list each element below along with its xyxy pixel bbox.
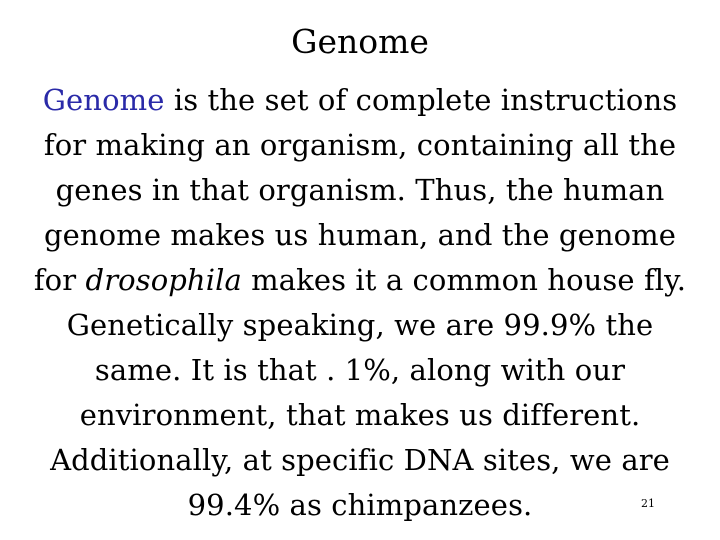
body-line-10: 99.4% as chimpanzees. — [187, 488, 533, 522]
body-text: for — [33, 263, 86, 297]
body-line-4: genome makes us human, and the genome — [43, 218, 677, 252]
highlighted-term: Genome — [42, 83, 165, 117]
slide-body — [4, 78, 716, 528]
slide-number: 21 — [641, 497, 655, 510]
body-text: makes it a common house fly. — [241, 263, 687, 297]
body-line-1 — [4, 78, 716, 123]
body-text: is the set of complete instructions — [164, 83, 678, 117]
species-name: drosophila — [85, 263, 242, 297]
body-line-7: same. It is that . 1%, along with our — [94, 353, 626, 387]
body-line-6: Genetically speaking, we are 99.9% the — [66, 308, 654, 342]
body-line-2: for making an organism, containing all the — [43, 128, 677, 162]
body-line-8: environment, that makes us different. — [79, 398, 641, 432]
body-line-5 — [4, 258, 716, 303]
body-line-9: Additionally, at specific DNA sites, we are — [50, 443, 670, 477]
slide-title: Genome — [291, 22, 429, 61]
body-line-3: genes in that organism. Thus, the human — [55, 173, 665, 207]
